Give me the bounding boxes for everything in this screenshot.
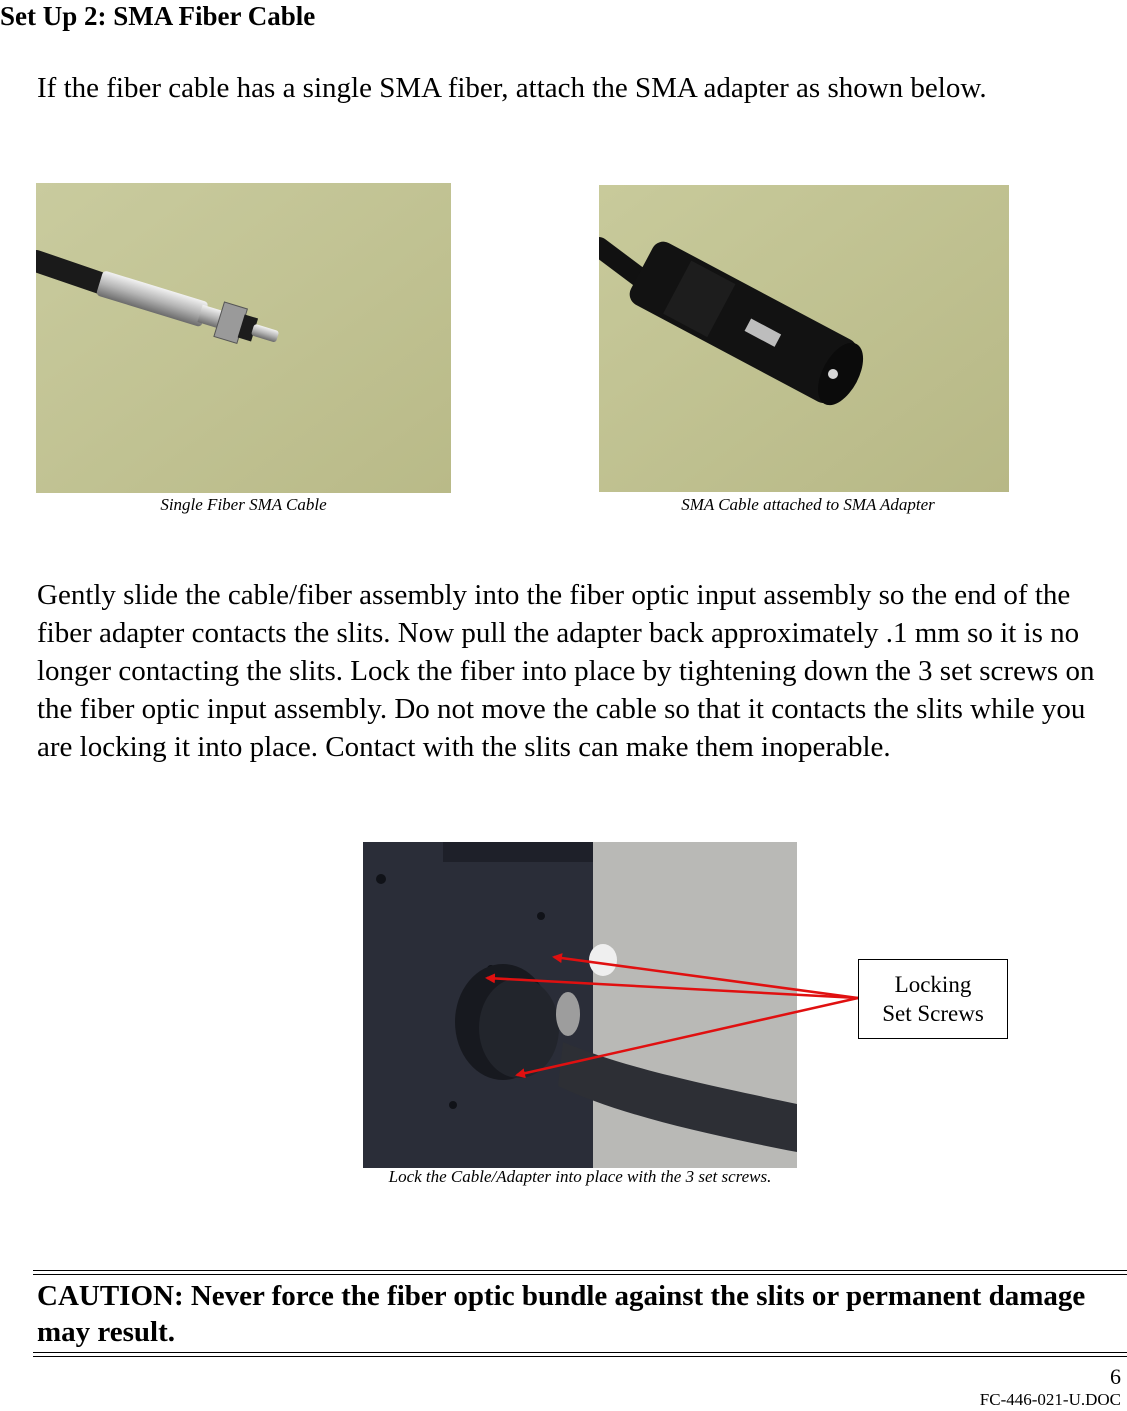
locking-set-screws-callout	[858, 959, 1008, 1039]
caution-rule-top	[33, 1270, 1127, 1271]
caution-rule-bottom	[33, 1352, 1127, 1353]
right-figure-caption: SMA Cable attached to SMA Adapter	[681, 495, 935, 514]
page-number: 6	[1110, 1364, 1121, 1389]
instructions-paragraph: Gently slide the cable/fiber assembly into the fiber optic input assembly so the end of the fiber adapter contacts the slits. Now pull the adapter back approximately .1 mm so it is no longer contacting the slits. Lock the fiber into place by tightening down the 3 set screws on the fiber optic input assembly. Do not move the cable so that it contacts the slits while you are locking it into place. Contact with the slits can make them inoperable.	[37, 579, 1095, 763]
callout-line-2: Set Screws	[882, 1001, 984, 1026]
fiber-input-assembly-photo	[363, 842, 797, 1168]
document-id: FC-446-021-U.DOC	[979, 1390, 1121, 1409]
caution-rule-bottom-inner	[33, 1356, 1127, 1357]
intro-paragraph: If the fiber cable has a single SMA fiber, attach the SMA adapter as shown below.	[37, 72, 987, 104]
single-fiber-sma-cable-photo	[36, 183, 451, 493]
callout-line-1: Locking	[894, 972, 972, 997]
left-figure-caption: Single Fiber SMA Cable	[160, 495, 327, 514]
caution-note: CAUTION: Never force the fiber optic bundle against the slits or permanent damage may result.	[37, 1280, 1086, 1348]
sma-adapter-photo	[599, 185, 1009, 492]
page-heading: Set Up 2: SMA Fiber Cable	[0, 1, 316, 31]
caution-rule-top-inner	[33, 1274, 1127, 1275]
bottom-figure-caption: Lock the Cable/Adapter into place with the 3 set screws.	[388, 1167, 772, 1186]
